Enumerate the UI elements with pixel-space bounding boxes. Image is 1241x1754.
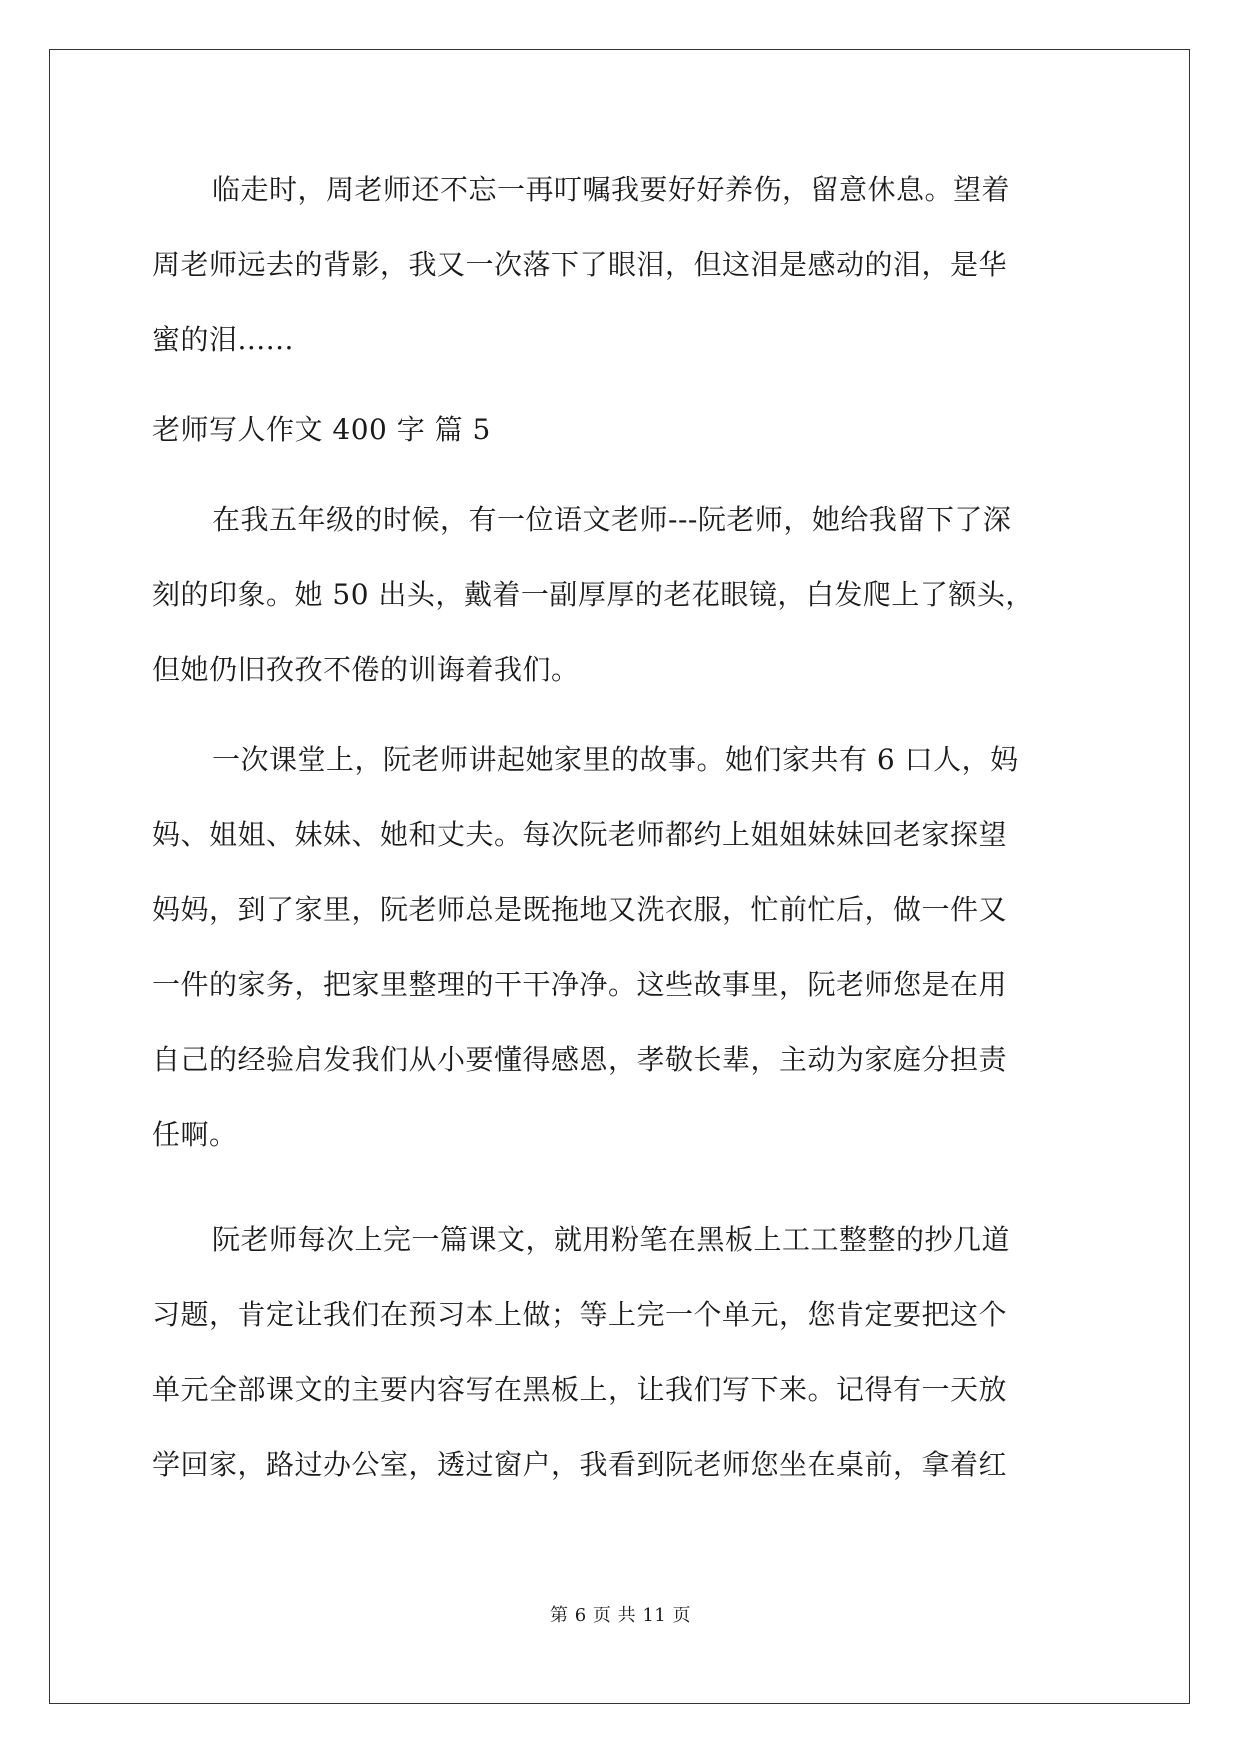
text-line: 妈、姐姐、妹妹、她和丈夫。每次阮老师都约上姐姐妹妹回老家探望 bbox=[152, 818, 1008, 851]
text-line: 学回家，路过办公室，透过窗户，我看到阮老师您坐在桌前，拿着红 bbox=[152, 1448, 1008, 1481]
text-line: 妈妈，到了家里，阮老师总是既拖地又洗衣服，忙前忙后，做一件又 bbox=[152, 893, 1008, 926]
text-line: 自己的经验启发我们从小要懂得感恩，孝敬长辈，主动为家庭分担责 bbox=[152, 1043, 1008, 1076]
text-line: 临走时，周老师还不忘一再叮嘱我要好好养伤，留意休息。望着 bbox=[212, 173, 1011, 206]
text-line: 蜜的泪...... bbox=[152, 323, 294, 356]
text-line: 阮老师每次上完一篇课文，就用粉笔在黑板上工工整整的抄几道 bbox=[212, 1223, 1011, 1256]
section-heading: 老师写人作文 400 字 篇 5 bbox=[152, 413, 491, 446]
text-line: 任啊。 bbox=[152, 1118, 238, 1151]
text-line: 一件的家务，把家里整理的干干净净。这些故事里，阮老师您是在用 bbox=[152, 968, 1008, 1001]
text-line: 在我五年级的时候，有一位语文老师---阮老师，她给我留下了深 bbox=[212, 503, 1012, 536]
text-line: 刻的印象。她 50 出头，戴着一副厚厚的老花眼镜，白发爬上了额头， bbox=[152, 578, 1034, 611]
text-line: 但她仍旧孜孜不倦的训诲着我们。 bbox=[152, 653, 580, 686]
text-line: 习题，肯定让我们在预习本上做；等上完一个单元，您肯定要把这个 bbox=[152, 1298, 1008, 1331]
page-number-footer: 第 6 页 共 11 页 bbox=[550, 1605, 691, 1626]
text-line: 单元全部课文的主要内容写在黑板上，让我们写下来。记得有一天放 bbox=[152, 1373, 1008, 1406]
text-line: 一次课堂上，阮老师讲起她家里的故事。她们家共有 6 口人，妈 bbox=[212, 743, 1019, 776]
text-line: 周老师远去的背影，我又一次落下了眼泪，但这泪是感动的泪，是华 bbox=[152, 248, 1008, 281]
